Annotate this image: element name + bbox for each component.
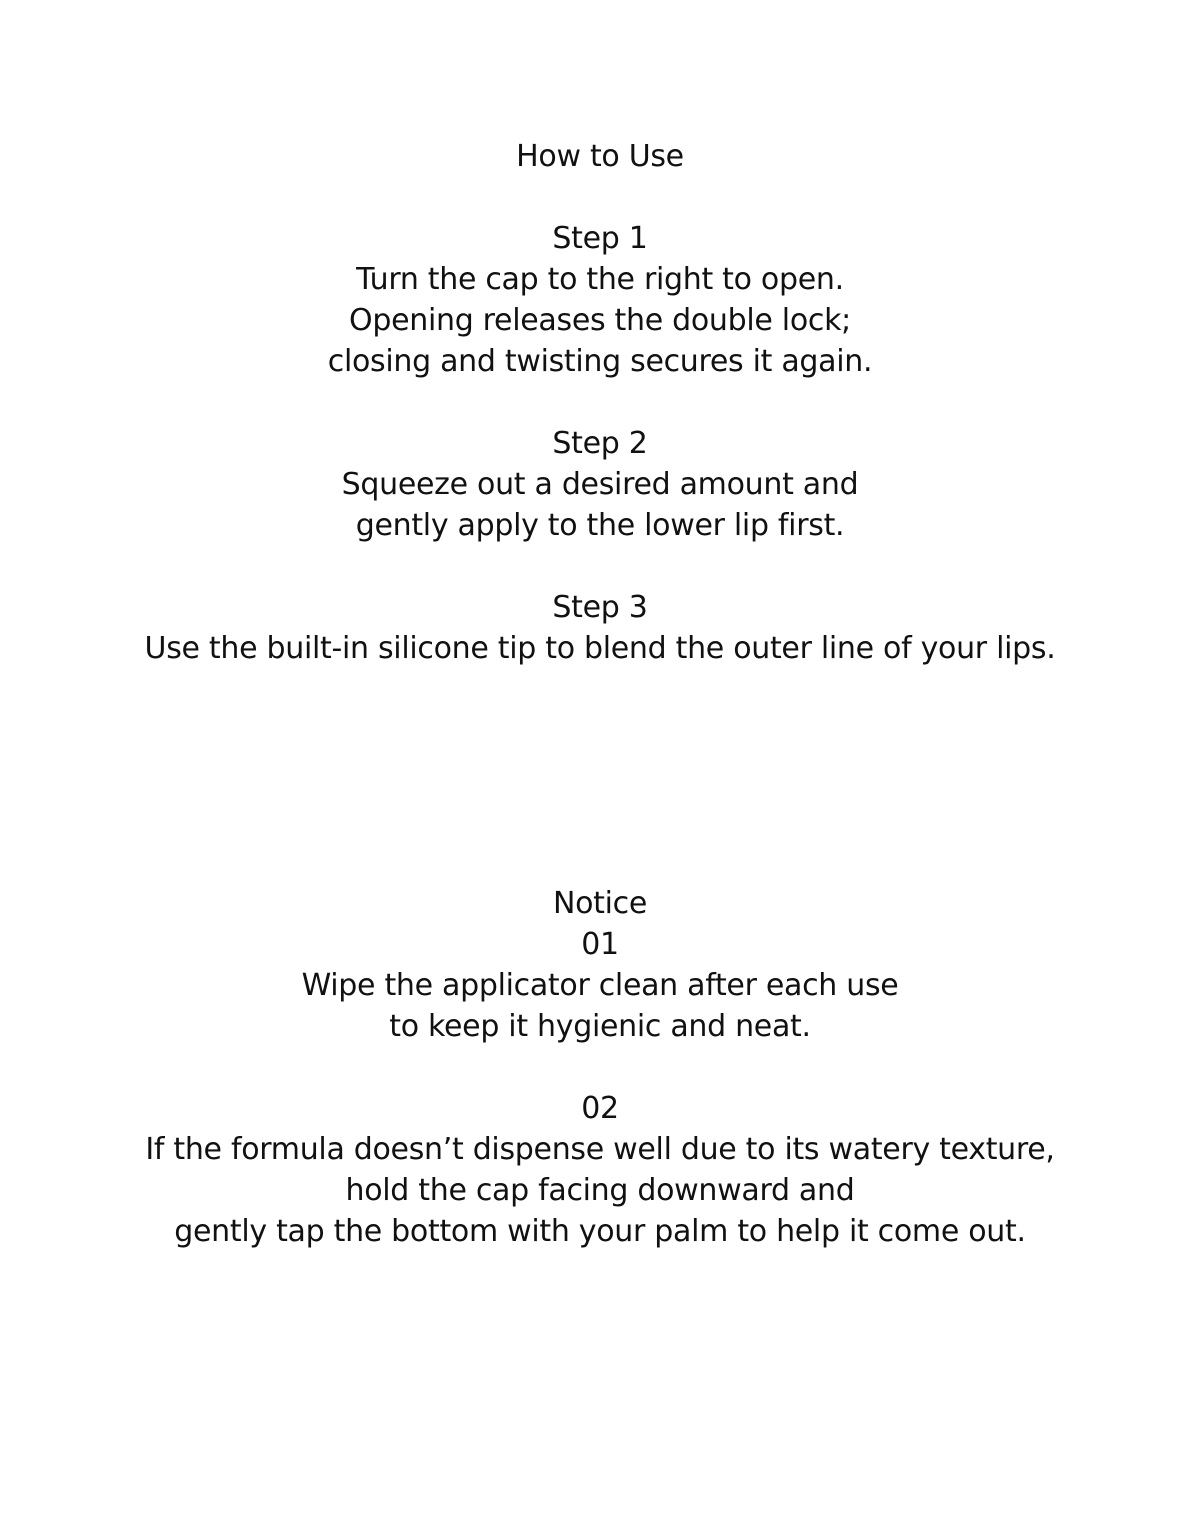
notice-section [0,883,1200,1252]
notice-item-02 [0,1088,1200,1252]
step-2-text-line-2: gently apply to the lower lip first. [355,508,845,543]
spacer [0,1047,1200,1088]
how-to-use-title: How to Use [516,139,684,174]
spacer [0,177,1200,218]
notice-item-01-text-line-2: to keep it hygienic and neat. [389,1009,811,1044]
notice-item-02-text-line-1: If the formula doesn’t dispense well due to its watery texture, [145,1132,1055,1167]
step-1-text-line-3: closing and twisting secures it again. [327,344,873,379]
step-2-text-line-1: Squeeze out a desired amount and [341,467,859,502]
step-3-label: Step 3 [552,590,648,625]
step-1 [0,218,1200,382]
step-3 [0,587,1200,669]
step-3-text-line-1: Use the built-in silicone tip to blend the outer line of your lips. [144,631,1056,666]
step-1-text-line-2: Opening releases the double lock; [349,303,851,338]
step-1-label: Step 1 [552,221,648,256]
notice-item-02-text-line-2: hold the cap facing downward and [345,1173,855,1208]
notice-item-02-text-line-3: gently tap the bottom with your palm to help it come out. [174,1214,1026,1249]
spacer [0,546,1200,587]
notice-item-01-number: 01 [581,927,619,962]
step-2-label: Step 2 [552,426,648,461]
how-to-use-section [0,136,1200,669]
notice-item-02-number: 02 [581,1091,619,1126]
notice-item-01-text-line-1: Wipe the applicator clean after each use [301,968,899,1003]
step-2 [0,423,1200,546]
notice-title: Notice [552,886,648,921]
step-1-text-line-1: Turn the cap to the right to open. [356,262,844,297]
spacer [0,382,1200,423]
notice-item-01 [0,924,1200,1047]
